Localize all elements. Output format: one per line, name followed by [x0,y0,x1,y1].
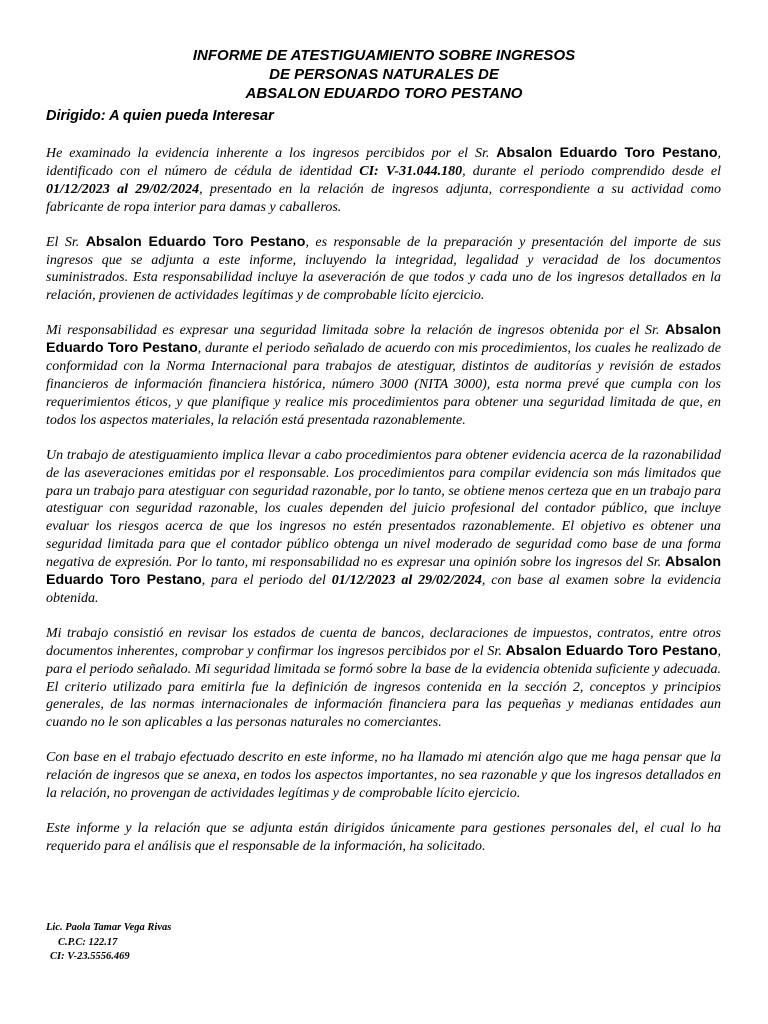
paragraph-2-text-a: El Sr. [46,234,86,250]
id-number: CI: V-31.044.180 [359,163,463,179]
subject-name: Absalon Eduardo Toro Pestano [505,642,718,659]
paragraph-6: Con base en el trabajo efectuado descrito en este informe, no ha llamado mi atención algo que me haga pensar que la relación de ingresos que se anexa, en todos los aspectos importantes, no sea razonable y que los ingresos detallados en la relación, no provengan de actividades legítimas y de comprobable lícito ejercicio. [46,750,721,802]
title-line-1: INFORME DE ATESTIGUAMIENTO SOBRE INGRESOS [192,47,576,64]
paragraph-3-text-b: , durante el periodo señalado de acuerdo con mis procedimientos, los cuales he realizado de conformidad con la Norma Internacional para trabajos de atestiguar, distintos de auditorías y revisión de estados financieros de información financiera histórica, número 3000 (NITA 3000), esta norma prevé que cumpla con los requerimientos éticos, y que planifique y realice mis procedimientos para obtener una seguridad limitada de que, en todos los aspectos materiales, la relación está presentada razonablemente. [46,341,721,428]
paragraph-2 [46,234,721,306]
subject-name: Absalon Eduardo Toro Pestano [85,233,306,250]
addressed-to: Dirigido: A quien pueda Interesar [46,108,274,124]
subject-name: Absalon Eduardo Toro Pestano [46,322,721,357]
paragraph-4 [46,447,721,608]
period-range: 01/12/2023 al 29/02/2024 [331,573,482,589]
subject-name: Absalon Eduardo Toro Pestano [496,145,718,161]
paragraph-2-text-b: , es responsable de la preparación y presentación del importe de sus ingresos que se adjunta a este informe, incluyendo la integridad, legalidad y veracidad de los documentos suministrados. Esta responsabilidad incluye la aseveración de que todos y cada uno de los ingresos detallados en la relación, provienen de actividades legítimas y de comprobable lícito ejercicio. [46,234,721,304]
subject-name: Absalon Eduardo Toro Pestano [46,554,721,589]
paragraph-1-text-a: He examinado la evidencia inherente a los ingresos percibidos por el Sr. [46,146,497,161]
period-range: 01/12/2023 al 29/02/2024 [46,181,200,197]
paragraph-5-text-b: , para el periodo señalado. Mi seguridad limitada se formó sobre la base de la evidencia obtenida suficiente y adecuada. El criterio utilizado para emitirla fue la definición de ingresos contenida en la sección 2, conceptos y principios generales, de las normas internacionales de información financiera para las pequeñas y medianas entidades aun cuando no le son aplicables a las personas naturales no comerciantes. [46,643,721,731]
signature-block [46,921,171,965]
paragraph-1 [46,145,721,217]
paragraph-1-text-b: , identificado con el número de cédula de identidad [46,146,721,179]
document-body [46,145,721,856]
paragraph-7: Este informe y la relación que se adjunta están dirigidos únicamente para gestiones personales del, el cual lo ha requerido para el análisis que el responsable de la información, ha solicitado. [46,821,721,854]
document-title [0,46,768,103]
paragraph-4-text-c: , con base al examen sobre la evidencia obtenida. [46,573,721,606]
signer-ci: CI: V-23.5556.469 [50,951,130,962]
title-line-2: DE PERSONAS NATURALES DE [269,66,499,83]
title-line-3: ABSALON EDUARDO TORO PESTANO [245,85,523,102]
paragraph-1-text-c: , durante el periodo comprendido desde el [462,163,721,179]
paragraph-3-text-a: Mi responsabilidad es expresar una seguridad limitada sobre la relación de ingresos obtenida por el Sr. [46,323,666,339]
paragraph-4-text-b: , para el periodo del [201,573,332,589]
signer-name: Lic. Paola Tamar Vega Rivas [46,922,172,933]
paragraph-5 [46,625,721,732]
paragraph-4-text-a: Un trabajo de atestiguamiento implica llevar a cabo procedimientos para obtener evidencia acerca de la razonabilidad de las aseveraciones emitidas por el responsable. Los procedimientos para compilar evidencia son más limitados que para un trabajo para atestiguar con seguridad razonable, por lo tanto, se obtiene menos certeza que en un trabajo para atestiguar con seguridad razonable, los cuales dependen del juicio profesional del contador público, que incluye evaluar los riesgos acerca de que los ingresos no estén presentados razonablemente. El objetivo es obtener una seguridad limitada para que el contador público obtenga un nivel moderado de seguridad como base de una forma negativa de expresión. Por lo tanto, mi responsabilidad no es expresar una opinión sobre los ingresos del Sr. [46,447,721,571]
paragraph-5-text-a: Mi trabajo consistió en revisar los estados de cuenta de bancos, declaraciones de impuestos, contratos, entre otros documentos inherentes, comprobar y confirmar los ingresos percibidos por el Sr. [46,625,721,659]
paragraph-3 [46,322,721,429]
paragraph-1-text-d: , presentado en la relación de ingresos adjunta, correspondiente a su actividad como fabricante de ropa interior para damas y caballeros. [46,181,721,215]
signer-cpc: C.P.C: 122.17 [58,936,118,948]
